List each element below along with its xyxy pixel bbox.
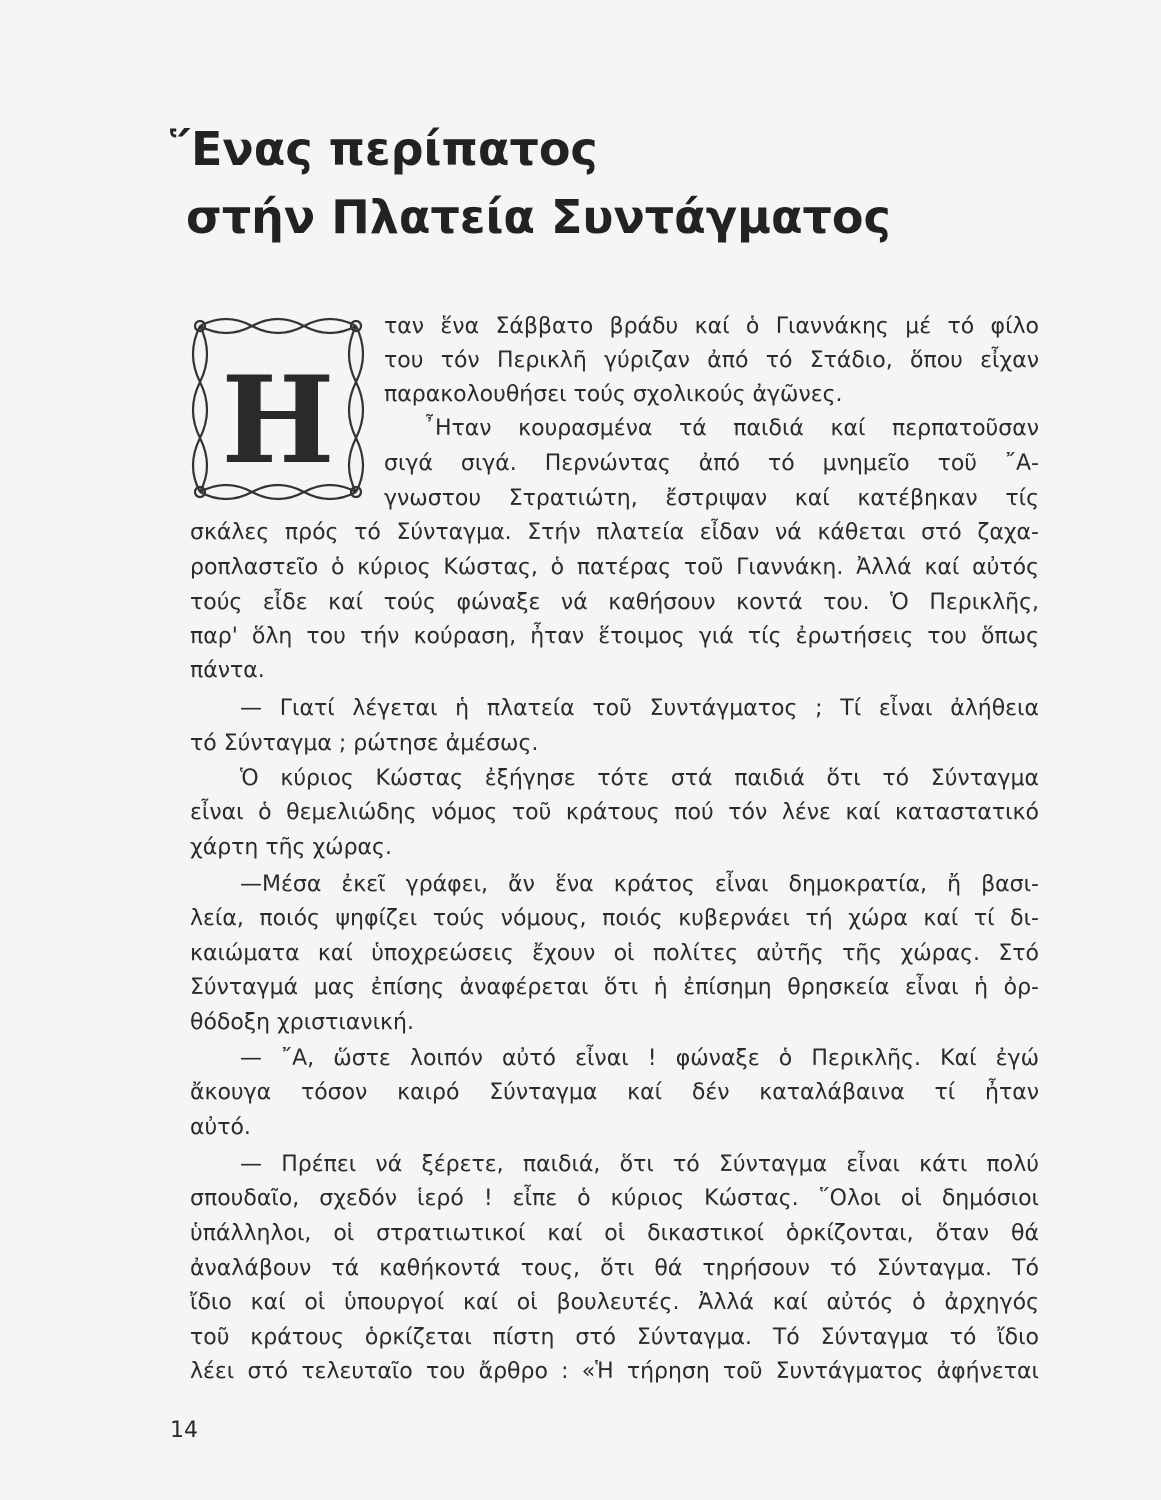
text-line: γνωστου Στρατιώτη, ἔστριψαν καί κατέβηκαν τίς	[384, 486, 1039, 511]
ornament-frame-icon	[186, 314, 366, 504]
text-line: ροπλαστεῖο ὁ κύριος Κώστας, ὁ πατέρας τοῦ Γιαννάκη. Ἀλλά καί αὐτός	[190, 555, 1039, 580]
text-line: Ὁ κύριος Κώστας ἐξήγησε τότε στά παιδιά ὅτι τό Σύνταγμα	[240, 766, 1039, 791]
title-line-2: στήν Πλατεία Συντάγματος	[186, 190, 891, 244]
text-line: — ῎Α, ὥστε λοιπόν αὐτό εἶναι ! φώναξε ὁ Περικλῆς. Καί ἐγώ	[240, 1046, 1039, 1071]
text-line: σκάλες πρός τό Σύνταγμα. Στήν πλατεία εἶδαν νά κάθεται στό ζαχα-	[190, 520, 1039, 545]
text-line: Σύνταγμά μας ἐπίσης ἀναφέρεται ὅτι ἡ ἐπίσημη θρησκεία εἶναι ἡ ὀρ-	[190, 975, 1039, 1000]
ornamental-drop-cap	[186, 314, 366, 504]
text-line: χάρτη τῆς χώρας.	[190, 835, 392, 860]
text-line: ῏Ηταν κουρασμένα τά παιδιά καί περπατοῦσαν	[424, 416, 1039, 441]
text-line: σπουδαῖο, σχεδόν ἱερό ! εἶπε ὁ κύριος Κώστας. ῞Ολοι οἱ δημόσιοι	[190, 1186, 1039, 1211]
text-line: ἴδιο καί οἱ ὑπουργοί καί οἱ βουλευτές. Ἀλλά καί αὐτός ὁ ἀρχηγός	[190, 1290, 1039, 1315]
text-line: σιγά σιγά. Περνώντας ἀπό τό μνημεῖο τοῦ ῎Α-	[384, 451, 1039, 476]
text-line: αὐτό.	[190, 1115, 251, 1140]
text-line: θόδοξη χριστιανική.	[190, 1010, 414, 1035]
text-line: λέει στό τελευταῖο του ἄρθρο : «Ἡ τήρηση τοῦ Συντάγματος ἀφήνεται	[190, 1359, 1039, 1384]
text-line: παρακολουθήσει τούς σχολικούς ἀγῶνες.	[384, 382, 843, 407]
text-line: καιώματα καί ὑποχρεώσεις ἔχουν οἱ πολίτες αὐτῆς τῆς χώρας. Στό	[190, 941, 1039, 966]
text-line: τούς εἶδε καί τούς φώναξε νά καθήσουν κοντά του. Ὁ Περικλῆς,	[190, 590, 1039, 615]
text-line: ἀναλάβουν τά καθήκοντά τους, ὅτι θά τηρήσουν τό Σύνταγμα. Τό	[190, 1256, 1039, 1281]
text-line: ταν ἕνα Σάββατο βράδυ καί ὁ Γιαννάκης μέ τό φίλο	[384, 314, 1039, 339]
drop-cap-letter: Η	[221, 350, 335, 491]
text-line: — Γιατί λέγεται ἡ πλατεία τοῦ Συντάγματος ; Τί εἶναι ἀλήθεια	[240, 696, 1039, 721]
text-line: τό Σύνταγμα ; ρώτησε ἀμέσως.	[190, 731, 539, 756]
text-line: λεία, ποιός ψηφίζει τούς νόμους, ποιός κυβερνάει τή χώρα καί τί δι-	[190, 906, 1039, 931]
text-line: εἶναι ὁ θεμελιώδης νόμος τοῦ κράτους πού τόν λένε καί καταστατικό	[190, 800, 1039, 825]
text-line: —Μέσα ἐκεῖ γράφει, ἄν ἕνα κράτος εἶναι δημοκρατία, ἤ βασι-	[240, 872, 1039, 897]
text-line: ἄκουγα τόσον καιρό Σύνταγμα καί δέν καταλάβαινα τί ἦταν	[190, 1080, 1039, 1105]
text-line: παρ' ὅλη του τήν κούραση, ἦταν ἕτοιμος γιά τίς ἐρωτήσεις του ὅπως	[190, 624, 1039, 649]
text-line: πάντα.	[190, 658, 265, 683]
page-number: 14	[170, 1418, 198, 1443]
text-line: — Πρέπει νά ξέρετε, παιδιά, ὅτι τό Σύνταγμα εἶναι κάτι πολύ	[240, 1152, 1039, 1177]
title-line-1: ῞Ενας περίπατος	[168, 122, 598, 176]
text-line: ὑπάλληλοι, οἱ στρατιωτικοί καί οἱ δικαστικοί ὁρκίζονται, ὅταν θά	[190, 1221, 1039, 1246]
text-line: τοῦ κράτους ὁρκίζεται πίστη στό Σύνταγμα. Τό Σύνταγμα τό ἴδιο	[190, 1325, 1039, 1350]
text-line: του τόν Περικλῆ γύριζαν ἀπό τό Στάδιο, ὅπου εἶχαν	[384, 348, 1039, 373]
